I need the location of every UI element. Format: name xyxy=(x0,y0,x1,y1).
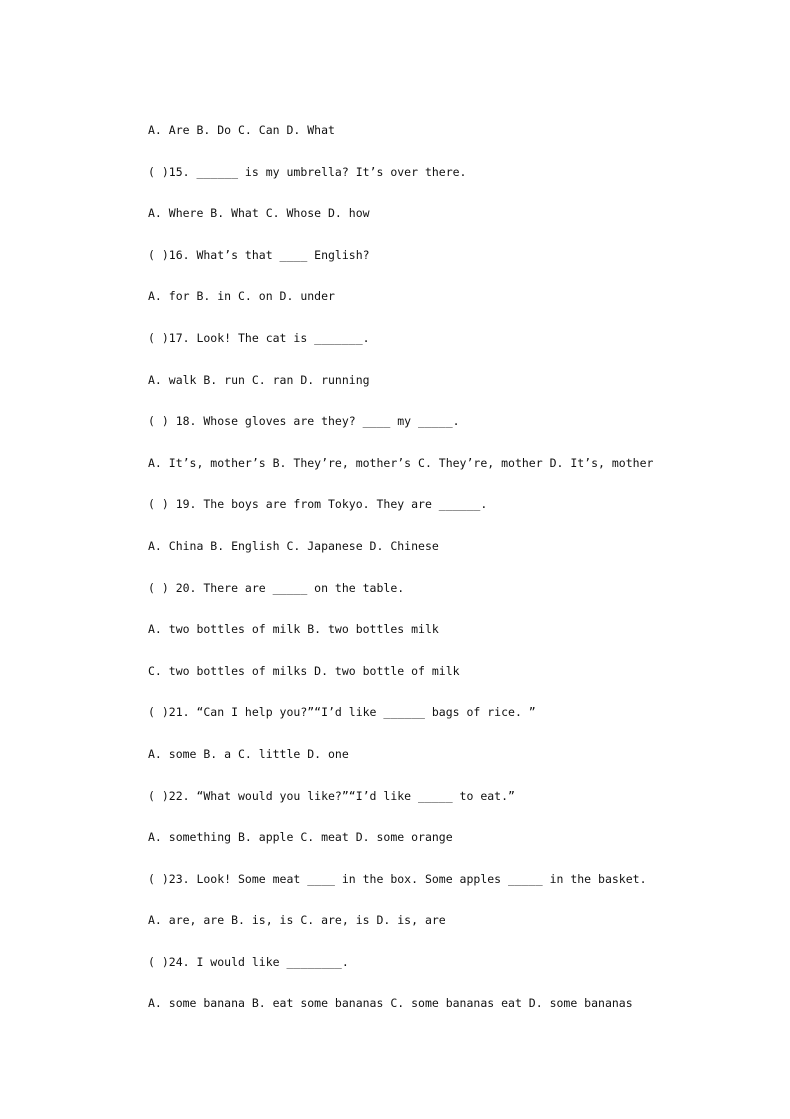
question-19: ( ) 19. The boys are from Tokyo. They are ______. xyxy=(148,497,488,512)
option-line-17: A. walk B. run C. ran D. running xyxy=(148,372,370,387)
question-list xyxy=(148,120,768,1035)
option-line-18: A. It’s, mother’s B. They’re, mother’s C. They’re, mother D. It’s, mother xyxy=(148,455,654,470)
question-22: ( )22. “What would you like?”“I’d like _____ to eat.” xyxy=(148,788,515,803)
option-line-22: A. something B. apple C. meat D. some orange xyxy=(148,830,453,845)
option-line-23: A. are, are B. is, is C. are, is D. is, are xyxy=(148,913,446,928)
question-21: ( )21. “Can I help you?”“I’d like ______ bags of rice. ” xyxy=(148,705,536,720)
question-15: ( )15. ______ is my umbrella? It’s over there. xyxy=(148,164,467,179)
option-line-19: A. China B. English C. Japanese D. Chinese xyxy=(148,538,439,553)
option-line-14: A. Are B. Do C. Can D. What xyxy=(148,123,335,137)
option-line-15: A. Where B. What C. Whose D. how xyxy=(148,206,370,221)
option-line-16: A. for B. in C. on D. under xyxy=(148,289,335,304)
question-18: ( ) 18. Whose gloves are they? ____ my _____. xyxy=(148,414,460,429)
option-line-20b: C. two bottles of milks D. two bottle of milk xyxy=(148,663,460,678)
option-line-24: A. some banana B. eat some bananas C. some bananas eat D. some bananas xyxy=(148,996,633,1011)
question-20: ( ) 20. There are _____ on the table. xyxy=(148,580,405,595)
question-16: ( )16. What’s that ____ English? xyxy=(148,247,370,262)
option-line-20a: A. two bottles of milk B. two bottles milk xyxy=(148,622,439,637)
question-17: ( )17. Look! The cat is _______. xyxy=(148,330,370,345)
question-24: ( )24. I would like ________. xyxy=(148,954,349,969)
question-23: ( )23. Look! Some meat ____ in the box. Some apples _____ in the basket. xyxy=(148,871,647,886)
option-line-21: A. some B. a C. little D. one xyxy=(148,746,349,761)
